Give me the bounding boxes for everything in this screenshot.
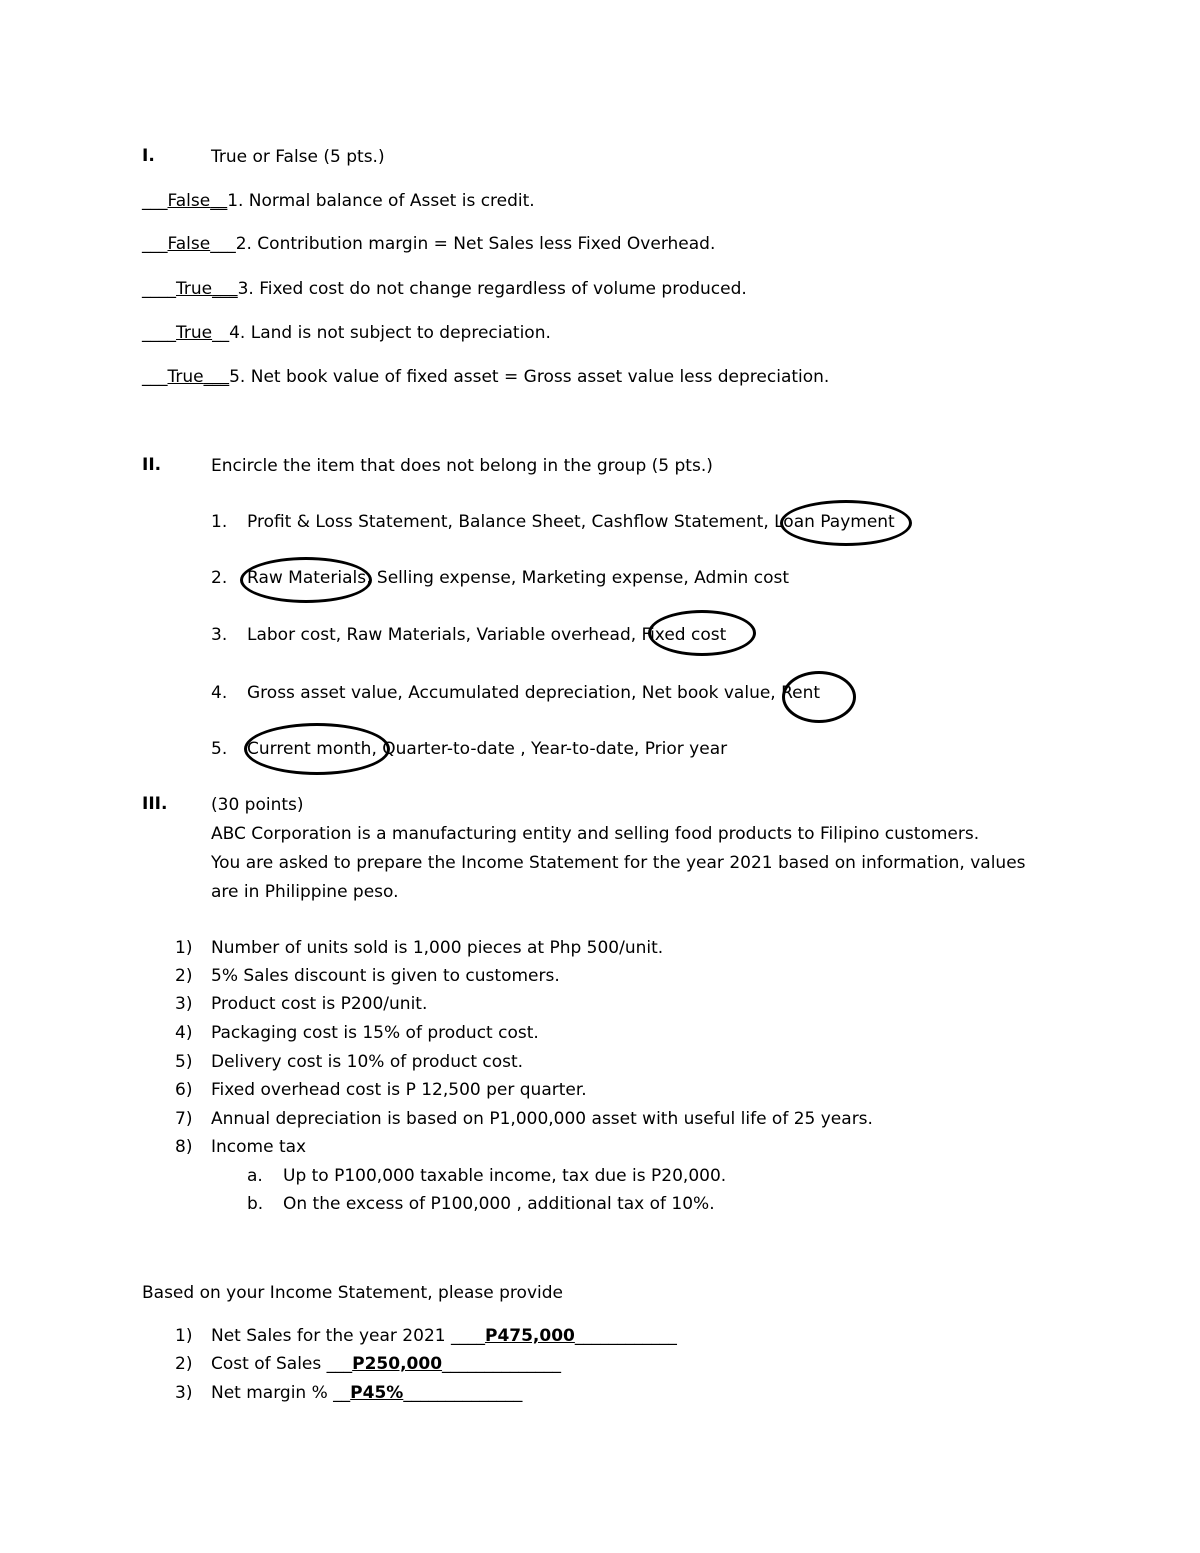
section3-points: (30 points) — [211, 795, 304, 815]
answer-item-3 — [175, 1382, 522, 1404]
answer-blank: ______________ — [403, 1383, 523, 1403]
group-item-text: , Quarter-to-date , Year-to-date, Prior year — [371, 739, 728, 759]
tf-statement: 3. Fixed cost do not change regardless of volume produced. — [237, 279, 747, 299]
tf-blank: __ — [212, 323, 230, 343]
tf-blank: ___ — [142, 191, 168, 211]
answer-item-2 — [175, 1353, 561, 1375]
answer-value: P45% — [350, 1383, 404, 1403]
info-item-number: 8) — [175, 1137, 193, 1157]
info-item-text: 5% Sales discount is given to customers. — [211, 966, 560, 986]
answers-intro: Based on your Income Statement, please provide — [142, 1283, 563, 1303]
circled-answer: Rent — [781, 683, 821, 703]
tf-blank: __ — [210, 191, 228, 211]
info-item-text: Delivery cost is 10% of product cost. — [211, 1052, 524, 1072]
tf-item-1 — [142, 190, 535, 212]
tax-item-letter: b. — [247, 1194, 264, 1214]
tf-statement: 5. Net book value of fixed asset = Gross asset value less depreciation. — [229, 367, 830, 387]
tf-answer: True — [167, 367, 204, 387]
section2-title: Encircle the item that does not belong in the group (5 pts.) — [211, 456, 713, 476]
tax-item-letter: a. — [247, 1166, 263, 1186]
answer-number: 1) — [175, 1326, 193, 1346]
tf-statement: 1. Normal balance of Asset is credit. — [227, 191, 535, 211]
group-item-3 — [211, 624, 726, 646]
info-item-5 — [175, 1051, 523, 1073]
tf-blank: ___ — [212, 279, 238, 299]
info-item-1 — [175, 937, 663, 959]
circled-answer: Fixed cost — [641, 625, 727, 645]
group-item-1 — [211, 511, 895, 533]
tf-blank: ___ — [203, 367, 230, 387]
tf-answer: True — [176, 279, 213, 299]
answer-blank: ____________ — [574, 1326, 677, 1346]
section3-intro-line3: are in Philippine peso. — [211, 882, 399, 902]
section3-numeral: III. — [142, 794, 168, 814]
info-item-4 — [175, 1022, 539, 1044]
tax-item-text: On the excess of P100,000 , additional tax of 10%. — [283, 1194, 715, 1214]
answer-blank: ______________ — [442, 1354, 562, 1374]
tf-blank: ____ — [142, 279, 176, 299]
group-item-number: 5. — [211, 739, 228, 759]
info-item-number: 4) — [175, 1023, 193, 1043]
info-item-number: 7) — [175, 1109, 193, 1129]
tf-blank: ___ — [142, 234, 168, 254]
info-item-number: 6) — [175, 1080, 193, 1100]
group-item-number: 1. — [211, 512, 228, 532]
group-item-text: , Selling expense, Marketing expense, Admin cost — [366, 568, 790, 588]
tf-statement: 2. Contribution margin = Net Sales less Fixed Overhead. — [235, 234, 716, 254]
group-item-number: 2. — [211, 568, 228, 588]
info-item-text: Annual depreciation is based on P1,000,000 asset with useful life of 25 years. — [211, 1109, 873, 1129]
answer-label: Net Sales for the year 2021 ____ — [211, 1326, 485, 1346]
info-item-number: 2) — [175, 966, 193, 986]
answer-label: Cost of Sales ___ — [211, 1354, 353, 1374]
section1-title: True or False (5 pts.) — [211, 147, 385, 167]
info-item-6 — [175, 1079, 587, 1101]
group-item-2 — [211, 567, 789, 589]
info-item-number: 5) — [175, 1052, 193, 1072]
tf-answer: False — [167, 234, 211, 254]
tf-item-2 — [142, 233, 715, 255]
info-item-text: Product cost is P200/unit. — [211, 994, 428, 1014]
tf-item-3 — [142, 278, 747, 300]
tax-item-a — [247, 1165, 726, 1187]
answer-value: P475,000 — [484, 1326, 575, 1346]
tf-statement: 4. Land is not subject to depreciation. — [229, 323, 551, 343]
info-item-8 — [175, 1136, 306, 1158]
info-item-3 — [175, 993, 427, 1015]
answer-item-1 — [175, 1325, 677, 1347]
circled-answer: Current month — [247, 739, 372, 759]
info-item-text: Packaging cost is 15% of product cost. — [211, 1023, 539, 1043]
tf-blank: ___ — [210, 234, 236, 254]
group-item-number: 3. — [211, 625, 228, 645]
section3-intro-line2: You are asked to prepare the Income Statement for the year 2021 based on information, values — [211, 853, 1026, 873]
info-item-text: Income tax — [211, 1137, 307, 1157]
tf-item-4 — [142, 322, 551, 344]
group-item-number: 4. — [211, 683, 228, 703]
info-item-2 — [175, 965, 560, 987]
tf-answer: False — [167, 191, 211, 211]
info-item-7 — [175, 1108, 873, 1130]
info-item-text: Number of units sold is 1,000 pieces at Php 500/unit. — [211, 938, 664, 958]
group-item-5 — [211, 738, 727, 760]
group-item-text: Gross asset value, Accumulated depreciation, Net book value, — [247, 683, 782, 703]
info-item-number: 3) — [175, 994, 193, 1014]
answer-number: 3) — [175, 1383, 193, 1403]
info-item-number: 1) — [175, 938, 193, 958]
answer-number: 2) — [175, 1354, 193, 1374]
section2-numeral: II. — [142, 455, 162, 475]
answer-value: P250,000 — [352, 1354, 443, 1374]
tax-item-b — [247, 1193, 715, 1215]
info-item-text: Fixed overhead cost is P 12,500 per quarter. — [211, 1080, 587, 1100]
tax-item-text: Up to P100,000 taxable income, tax due is P20,000. — [283, 1166, 727, 1186]
tf-blank: ___ — [142, 367, 168, 387]
tf-answer: True — [176, 323, 213, 343]
circled-answer: Raw Materials — [247, 568, 367, 588]
section1-numeral: I. — [142, 146, 155, 166]
group-item-text: Labor cost, Raw Materials, Variable overhead, — [247, 625, 642, 645]
answer-label: Net margin % __ — [211, 1383, 351, 1403]
group-item-text: Profit & Loss Statement, Balance Sheet, Cashflow Statement, — [247, 512, 775, 532]
circled-answer: Loan Payment — [774, 512, 895, 532]
group-item-4 — [211, 682, 820, 704]
section3-intro-line1: ABC Corporation is a manufacturing entity and selling food products to Filipino customers. — [211, 824, 980, 844]
tf-blank: ____ — [142, 323, 176, 343]
tf-item-5 — [142, 366, 829, 388]
